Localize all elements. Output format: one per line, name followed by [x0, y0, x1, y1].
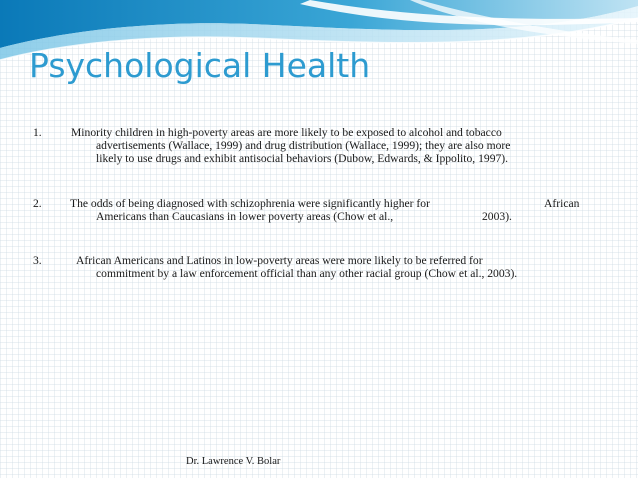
slide-footer: Dr. Lawrence V. Bolar [186, 456, 281, 467]
item-line-fragment: 2003). [482, 210, 512, 223]
item-line: African Americans and Latinos in low-poverty areas were more likely to be referred for [76, 254, 483, 267]
item-line: The odds of being diagnosed with schizophrenia were significantly higher for [70, 197, 430, 210]
item-number: 1. [33, 126, 42, 139]
item-number: 3. [33, 254, 42, 267]
item-line: advertisements (Wallace, 1999) and drug distribution (Wallace, 1999); they are also more [96, 139, 511, 152]
slide-title: Psychological Health [29, 46, 371, 85]
item-line: Minority children in high-poverty areas are more likely to be exposed to alcohol and tobacco [71, 126, 502, 139]
item-line: Americans than Caucasians in lower poverty areas (Chow et al., [96, 210, 394, 223]
item-line: commitment by a law enforcement official than any other racial group (Chow et al., 2003). [96, 267, 518, 280]
item-line: likely to use drugs and exhibit antisocial behaviors (Dubow, Edwards, & Ippolito, 1997). [96, 152, 509, 165]
item-number: 2. [33, 197, 42, 210]
item-line-fragment: African [544, 197, 580, 210]
